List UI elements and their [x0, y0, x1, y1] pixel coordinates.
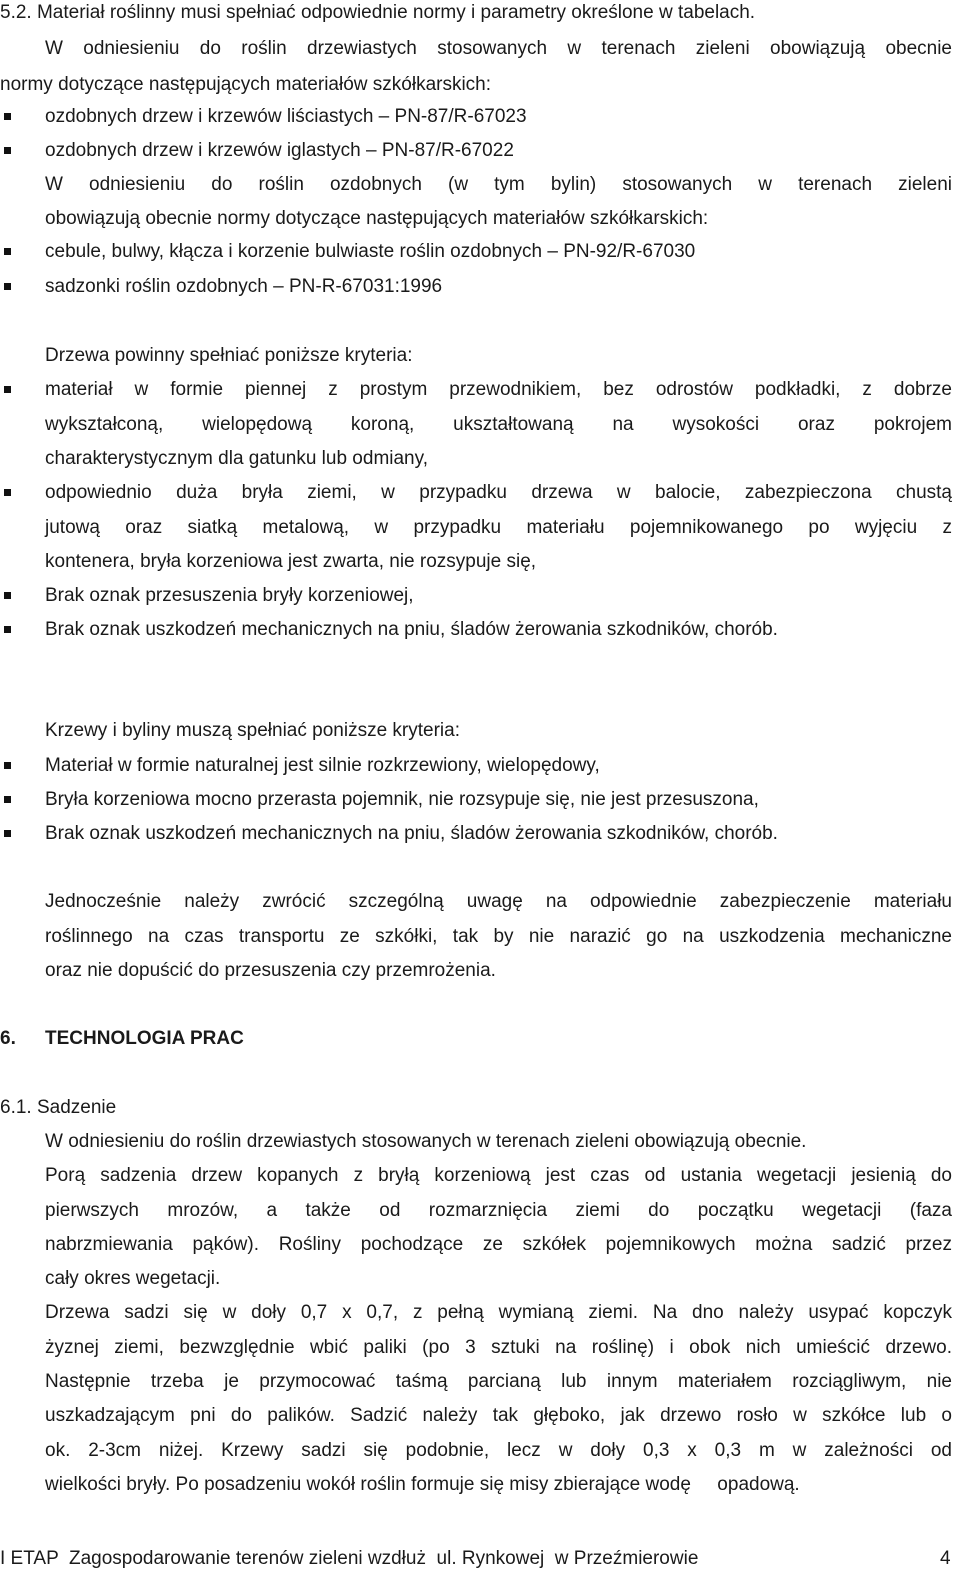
norm-item: cebule, bulwy, kłącza i korzenie bulwiaste roślin ozdobnych – PN-92/R-67030: [45, 241, 696, 262]
bullet-icon: [4, 762, 11, 769]
bullet-icon: [4, 626, 11, 633]
trees-criterion-2-line-2: jutową oraz siatką metalową, w przypadku materiału pojemnikowanego po wyjęciu z: [45, 517, 952, 538]
trees-criterion-1-line-2: wykształconą, wielopędową koroną, ukształtowaną na wysokości oraz pokrojem: [45, 414, 952, 435]
trees-criterion-4: Brak oznak uszkodzeń mechanicznych na pniu, śladów żerowania szkodników, chorób.: [45, 619, 778, 640]
section-6-title: TECHNOLOGIA PRAC: [45, 1028, 244, 1049]
bullet-icon: [4, 592, 11, 599]
trees-criterion-3: Brak oznak przesuszenia bryły korzeniowej,: [45, 585, 414, 606]
trees-criterion-1-line-3: charakterystycznym dla gatunku lub odmiany,: [45, 448, 428, 469]
shrubs-criterion: Materiał w formie naturalnej jest silnie rozkrzewiony, wielopędowy,: [45, 755, 600, 776]
shrubs-criterion: Bryła korzeniowa mocno przerasta pojemnik, nie rozsypuje się, nie jest przesuszona,: [45, 789, 759, 810]
norm-item: ozdobnych drzew i krzewów iglastych – PN-87/R-67022: [45, 140, 514, 161]
trees-criterion-2-line-1: odpowiednio duża bryła ziemi, w przypadku drzewa w balocie, zabezpieczona chustą: [45, 482, 952, 503]
planting-line: W odniesieniu do roślin drzewiastych stosowanych w terenach zieleni obowiązują obecnie.: [45, 1131, 807, 1152]
trees-criterion-1-line-1: materiał w formie piennej z prostym przewodnikiem, bez odrostów podkładki, z dobrze: [45, 379, 952, 400]
shrubs-criterion: Brak oznak uszkodzeń mechanicznych na pniu, śladów żerowania szkodników, chorób.: [45, 823, 778, 844]
planting-line: Drzewa sadzi się w doły 0,7 x 0,7, z pełną wymianą ziemi. Na dno należy usypać kopczyk: [45, 1302, 952, 1323]
intro2-line-1: W odniesieniu do roślin ozdobnych (w tym bylin) stosowanych w terenach zieleni: [45, 174, 952, 195]
intro-line-2: normy dotyczące następujących materiałów szkółkarskich:: [0, 74, 492, 95]
norm-item: ozdobnych drzew i krzewów liściastych – PN-87/R-67023: [45, 106, 527, 127]
section-5-2-title: 5.2. Materiał roślinny musi spełniać odpowiednie normy i parametry określone w tabelach.: [0, 2, 756, 23]
bullet-icon: [4, 830, 11, 837]
intro2-line-2: obowiązują obecnie normy dotyczące następujących materiałów szkółkarskich:: [45, 208, 709, 229]
page-number: 4: [940, 1548, 951, 1569]
bullet-icon: [4, 796, 11, 803]
planting-line: nabrzmiewania pąków). Rośliny pochodzące ze szkółek pojemnikowych można sadzić przez: [45, 1234, 952, 1255]
planting-line: wielkości bryły. Po posadzeniu wokół roślin formuje się misy zbierające wodę opadową.: [45, 1474, 800, 1495]
planting-line: Porą sadzenia drzew kopanych z bryłą korzeniową jest czas od ustania wegetacji jesienią do: [45, 1165, 952, 1186]
trees-intro: Drzewa powinny spełniać poniższe kryteria:: [45, 345, 413, 366]
shrubs-intro: Krzewy i byliny muszą spełniać poniższe kryteria:: [45, 720, 460, 741]
transport-line-3: oraz nie dopuścić do przesuszenia czy przemrożenia.: [45, 960, 496, 981]
planting-line: cały okres wegetacji.: [45, 1268, 221, 1289]
planting-line: uszkadzającym pni do palików. Sadzić należy tak głęboko, jak drzewo rosło w szkółce lub o: [45, 1405, 952, 1426]
section-6-1-title: 6.1. Sadzenie: [0, 1097, 117, 1118]
bullet-icon: [4, 283, 11, 290]
planting-line: ok. 2-3cm niżej. Krzewy sadzi się podobnie, lecz w doły 0,3 x 0,3 m w zależności od: [45, 1440, 952, 1461]
bullet-icon: [4, 113, 11, 120]
planting-line: żyznej ziemi, bezwzględnie wbić paliki (po 3 sztuki na roślinę) i obok nich umieścić drzewo.: [45, 1337, 952, 1358]
norm-item: sadzonki roślin ozdobnych – PN-R-67031:1996: [45, 276, 443, 297]
planting-line: pierwszych mrozów, a także od rozmarznięcia ziemi do początku wegetacji (faza: [45, 1200, 952, 1221]
bullet-icon: [4, 248, 11, 255]
footer-text: I ETAP Zagospodarowanie terenów zieleni wzdłuż ul. Rynkowej w Przeźmierowie: [0, 1548, 699, 1569]
section-6-number: 6.: [0, 1028, 16, 1049]
intro-line-1: W odniesieniu do roślin drzewiastych stosowanych w terenach zieleni obowiązują obecnie: [45, 38, 952, 59]
bullet-icon: [4, 147, 11, 154]
planting-line: Następnie trzeba je przymocować taśmą parcianą lub innym materiałem rozciągliwym, nie: [45, 1371, 952, 1392]
transport-line-2: roślinnego na czas transportu ze szkółki, tak by nie narazić go na uszkodzenia mechaniczne: [45, 926, 952, 947]
trees-criterion-2-line-3: kontenera, bryła korzeniowa jest zwarta, nie rozsypuje się,: [45, 551, 537, 572]
transport-line-1: Jednocześnie należy zwrócić szczególną uwagę na odpowiednie zabezpieczenie materiału: [45, 891, 952, 912]
bullet-icon: [4, 386, 11, 393]
bullet-icon: [4, 489, 11, 496]
